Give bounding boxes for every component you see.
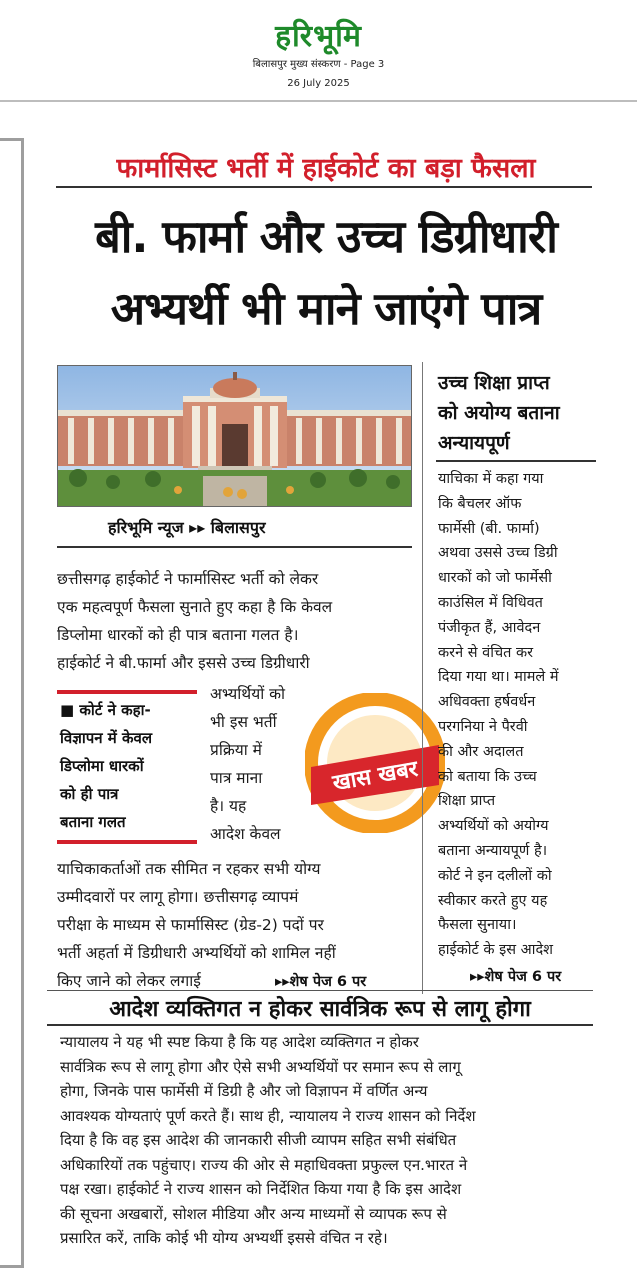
side-body-line: कोर्ट ने इन दलीलों को bbox=[438, 867, 552, 884]
side-title-line: उच्च शिक्षा प्राप्त bbox=[438, 372, 550, 394]
khas-khabar-badge bbox=[305, 693, 445, 833]
badge-text: खास खबर bbox=[330, 756, 420, 797]
side-body-line: अभ्यर्थियों को अयोग्य bbox=[438, 818, 549, 835]
side-body-line: याचिका में कहा गया bbox=[438, 471, 544, 487]
body-line: एक महत्वपूर्ण फैसला सुनाते हुए कहा है कि केवल bbox=[57, 598, 333, 616]
side-body-line: परगनिया ने पैरवी bbox=[438, 719, 528, 735]
side-body-line: फार्मेसी (बी. फार्मा) bbox=[438, 520, 540, 537]
adjacent-column-border bbox=[0, 138, 24, 1268]
body-line: प्रक्रिया में bbox=[210, 741, 262, 759]
side-body-line: अथवा उससे उच्च डिग्री bbox=[438, 545, 558, 562]
byline-divider bbox=[57, 546, 412, 548]
side-story-title bbox=[438, 368, 598, 458]
side-body-line: करने से वंचित कर bbox=[438, 644, 534, 661]
continued-on-page-link[interactable]: ▸▸शेष पेज 6 पर bbox=[275, 974, 367, 990]
body-line: किए जाने को लेकर लगाई bbox=[57, 972, 201, 990]
bottom-subhead: आदेश व्यक्तिगत न होकर सार्वत्रिक रूप से लागू होगा bbox=[109, 997, 531, 1022]
pullquote-line: को ही पात्र bbox=[60, 785, 119, 803]
body-line: याचिकाकर्ताओं तक सीमित न रहकर सभी योग्य bbox=[57, 860, 321, 878]
pullquote-line: डिप्लोमा धारकों bbox=[60, 757, 144, 775]
side-body-line: अधिवक्ता हर्षवर्धन bbox=[438, 694, 536, 711]
kicker-divider bbox=[56, 186, 592, 188]
side-body-line: बताना अन्यायपूर्ण है। bbox=[438, 843, 548, 859]
headline-line-2: अभ्यर्थी भी माने जाएंगे पात्र bbox=[110, 282, 542, 335]
side-body-line: दिया गया था। मामले में bbox=[438, 669, 559, 686]
bottom-body-line: आवश्यक योग्यताएं पूर्ण करते हैं। साथ ही, न्यायालय ने राज्य शासन को निर्देश bbox=[60, 1106, 476, 1125]
side-body-line: स्वीकार करते हुए यह bbox=[438, 892, 548, 909]
side-body-line: को बताया कि उच्च bbox=[438, 768, 537, 785]
body-line: आदेश केवल bbox=[210, 825, 281, 843]
edition-label: बिलासपुर मुख्य संस्करण - Page 3 bbox=[252, 59, 385, 70]
body-line: उम्मीदवारों पर लागू होगा। छत्तीसगढ़ व्यापमं bbox=[57, 888, 299, 906]
pullquote-bottom-rule bbox=[57, 840, 197, 844]
pullquote-line: ■ कोर्ट ने कहा- bbox=[60, 701, 151, 719]
bottom-body-line: प्रसारित करें, ताकि कोई भी योग्य अभ्यर्थी इससे वंचित न रहे। bbox=[60, 1229, 388, 1247]
subhead-divider bbox=[47, 1024, 593, 1026]
bottom-body-line: की सूचना अखबारों, सोशल मीडिया और अन्य माध्यमों से व्यापक रूप से bbox=[60, 1204, 447, 1223]
pullquote-line: बताना गलत bbox=[60, 813, 126, 831]
side-body-line: हाईकोर्ट के इस आदेश bbox=[438, 942, 554, 959]
side-body-line: धारकों को जो फार्मेसी bbox=[438, 570, 552, 587]
column-divider bbox=[422, 362, 423, 994]
byline: हरिभूमि न्यूज ▸▸ बिलासपुर bbox=[108, 518, 266, 537]
side-body-line: काउंसिल में विधिवत bbox=[438, 595, 543, 611]
subhead-top-rule bbox=[47, 990, 593, 991]
side-title-line: अन्यायपूर्ण bbox=[438, 432, 510, 454]
newspaper-logo: हरिभूमि bbox=[275, 19, 362, 54]
masthead bbox=[0, 0, 637, 102]
body-line: अभ्यर्थियों को bbox=[210, 685, 286, 703]
body-line: छत्तीसगढ़ हाईकोर्ट ने फार्मासिस्ट भर्ती को लेकर bbox=[57, 570, 319, 588]
kicker: फार्मासिस्ट भर्ती में हाईकोर्ट का बड़ा फैसला bbox=[116, 153, 536, 184]
body-line: पात्र माना bbox=[210, 769, 263, 787]
side-body-line: की और अदालत bbox=[438, 743, 524, 760]
body-line: हाईकोर्ट ने बी.फार्मा और इससे उच्च डिग्रीधारी bbox=[57, 654, 310, 672]
side-title-divider bbox=[436, 460, 596, 462]
bottom-body-line: पक्ष रखा। हाईकोर्ट ने राज्य शासन को निर्देशित किया गया है कि इस आदेश bbox=[60, 1180, 462, 1198]
side-body-line: पंजीकृत हैं, आवेदन bbox=[438, 619, 541, 636]
bottom-body-line: होगा, जिनके पास फार्मेसी में डिग्री है और जो विज्ञापन में वर्णित अन्य bbox=[60, 1082, 428, 1100]
pullquote-top-rule bbox=[57, 690, 197, 694]
body-line: भर्ती अहर्ता में डिग्रीधारी अभ्यर्थियों को शामिल नहीं bbox=[57, 944, 336, 962]
issue-date: 26 July 2025 bbox=[287, 78, 350, 89]
bottom-body-line: दिया है कि वह इस आदेश की जानकारी सीजी व्यापम सहित सभी संबंधित bbox=[60, 1131, 457, 1149]
high-court-photo bbox=[57, 365, 412, 507]
bottom-body-line: न्यायालय ने यह भी स्पष्ट किया है कि यह आदेश व्यक्तिगत न होकर bbox=[60, 1033, 419, 1051]
bottom-body-line: सार्वत्रिक रूप से लागू होगा और ऐसे सभी अभ्यर्थियों पर समान रूप से लागू bbox=[60, 1057, 461, 1076]
side-continued-link[interactable]: ▸▸शेष पेज 6 पर bbox=[470, 969, 562, 985]
body-line: है। यह bbox=[210, 797, 247, 815]
side-body-line: कि बैचलर ऑफ bbox=[438, 495, 522, 512]
body-line: भी इस भर्ती bbox=[210, 713, 277, 731]
body-line: परीक्षा के माध्यम से फार्मासिस्ट (ग्रेड-2) पदों पर bbox=[57, 916, 324, 934]
headline-line-1: बी. फार्मा और उच्च डिग्रीधारी bbox=[95, 210, 557, 263]
side-body-line: फैसला सुनाया। bbox=[438, 917, 517, 934]
bottom-body-line: अधिकारियों तक पहुंचाए। राज्य की ओर से महाधिवक्ता प्रफुल्ल एन.भारत ने bbox=[60, 1155, 468, 1174]
side-title-line: को अयोग्य बताना bbox=[438, 402, 560, 424]
body-line: डिप्लोमा धारकों को ही पात्र बताना गलत है। bbox=[57, 626, 299, 644]
pullquote-line: विज्ञापन में केवल bbox=[60, 729, 153, 747]
side-body-line: शिक्षा प्राप्त bbox=[438, 793, 496, 810]
